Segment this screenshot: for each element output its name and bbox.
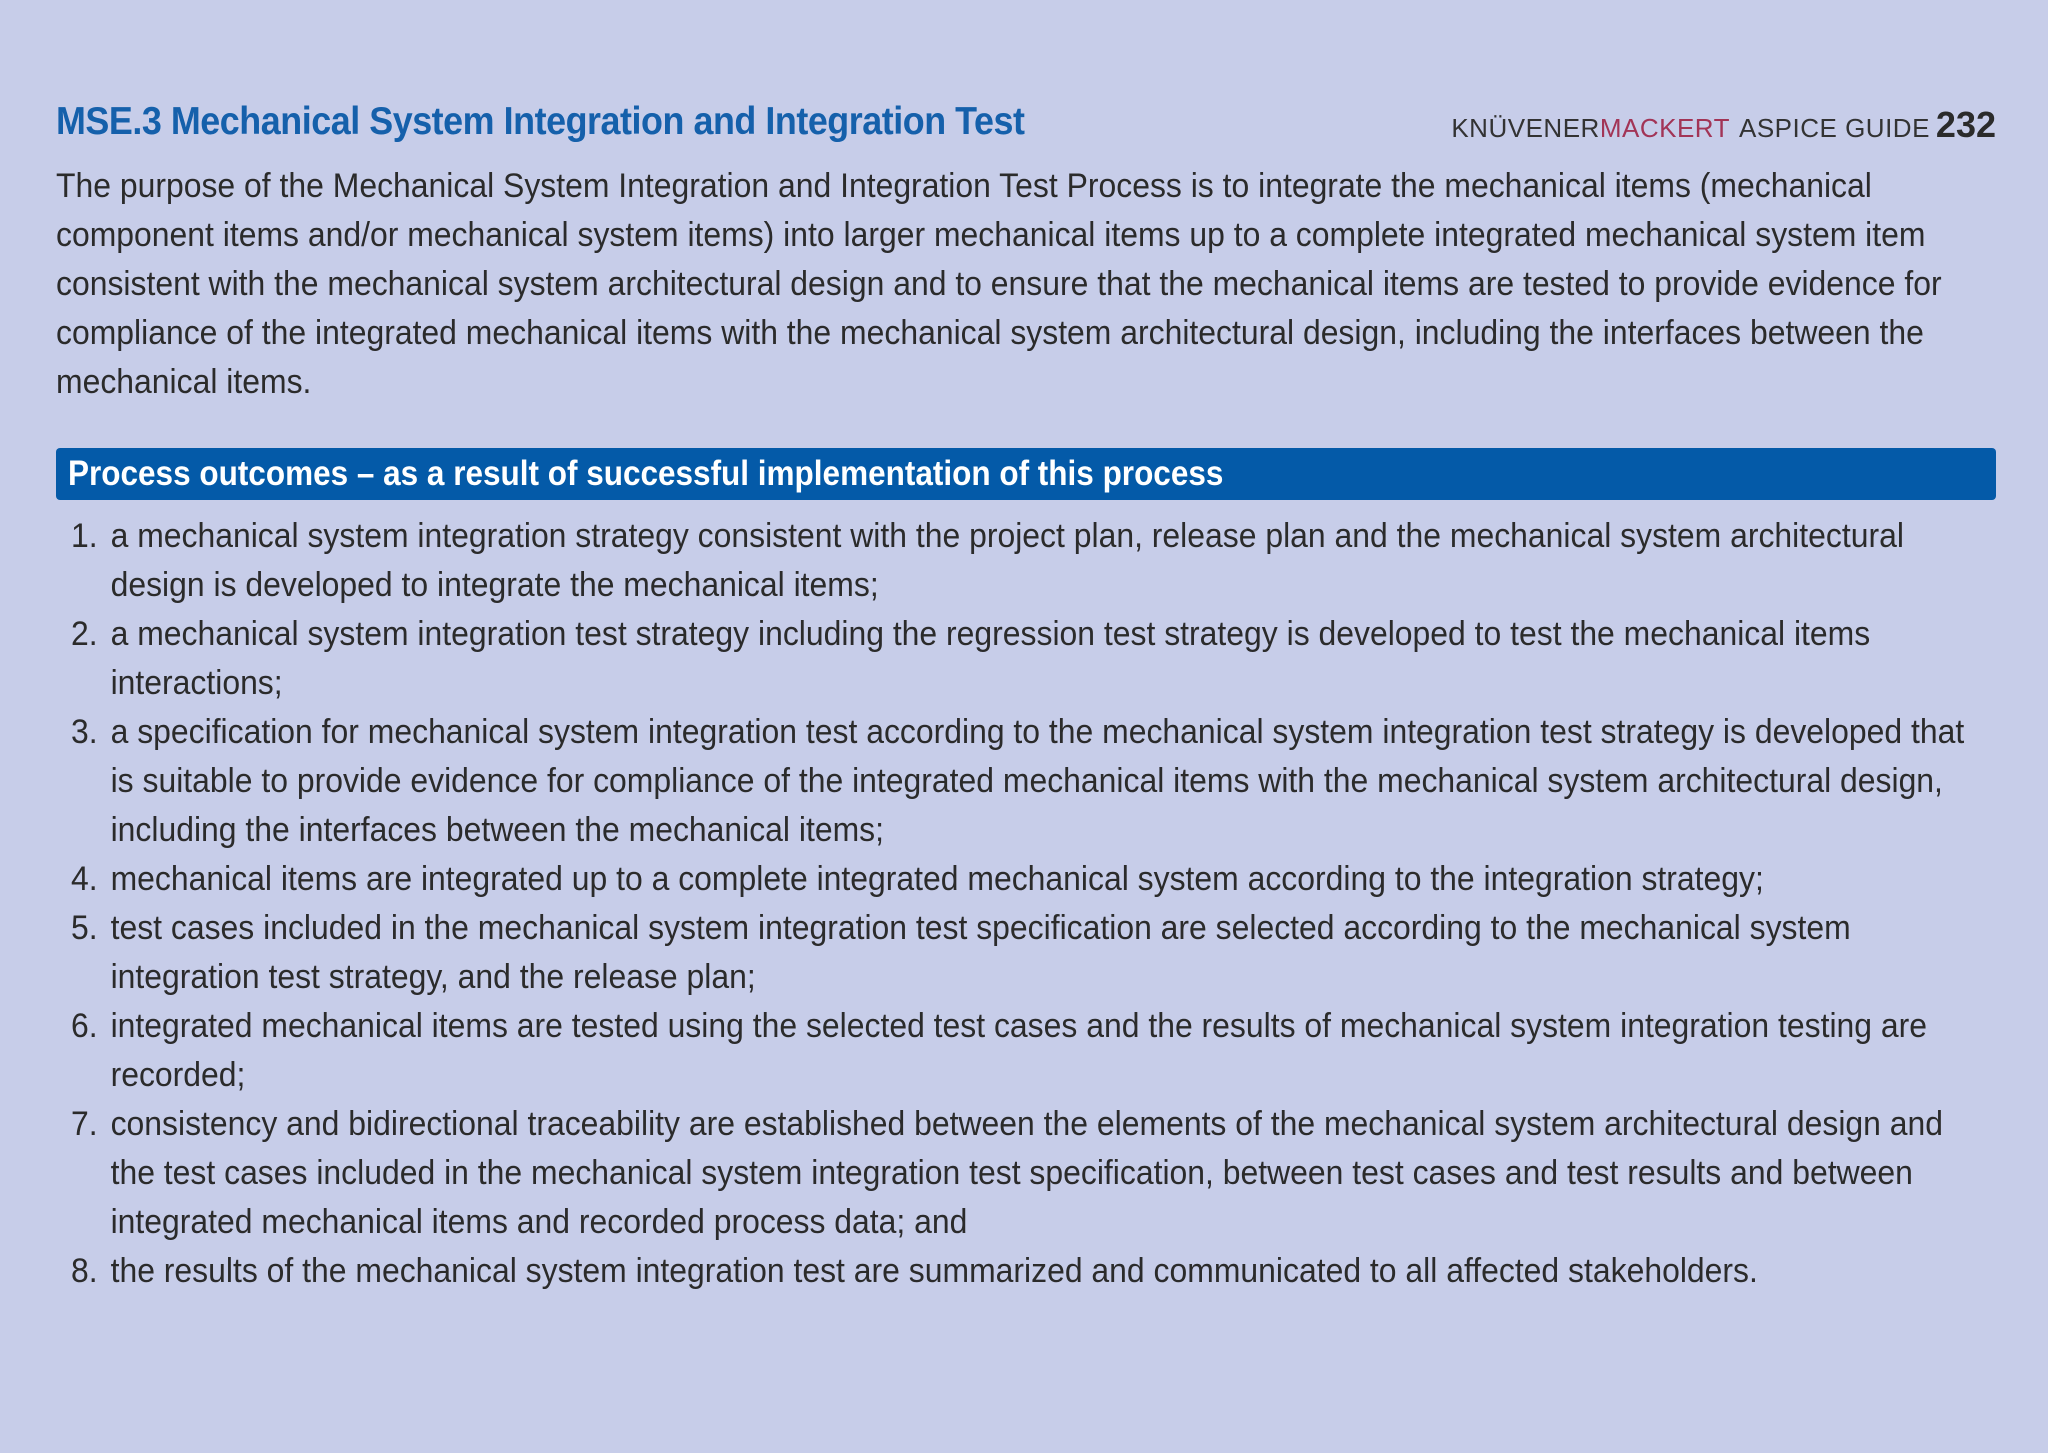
outcome-number: 6. — [71, 1007, 98, 1045]
outcome-item — [56, 610, 1980, 708]
outcome-item — [56, 708, 1980, 855]
page-title: MSE.3 Mechanical System Integration and Integration Test — [56, 100, 1025, 143]
outcome-item — [56, 512, 1980, 610]
brand-guide-label: ASPICE GUIDE — [1738, 113, 1930, 143]
outcome-text: consistency and bidirectional traceability are established between the elements of the mechanical system architectural design and the test cases included in the mechanical system integration test specification, between test cases and test results and between integrated mechanical items and recorded process data; and — [110, 1105, 1944, 1241]
outcome-item — [56, 855, 1980, 904]
outcome-text: test cases included in the mechanical system integration test specification are selected according to the mechanical system integration test strategy, and the release plan; — [110, 909, 1851, 996]
outcome-number: 5. — [71, 909, 98, 947]
outcome-text: a mechanical system integration strategy consistent with the project plan, release plan and the mechanical system architectural design is developed to integrate the mechanical items; — [110, 517, 1904, 604]
outcome-number: 3. — [71, 713, 98, 751]
outcome-number: 7. — [71, 1105, 98, 1143]
outcome-number: 1. — [71, 517, 98, 555]
outcome-text: a specification for mechanical system integration test according to the mechanical system integration test strategy is developed that is suitable to provide evidence for compliance of the integrated mechanical items with the mechanical system architectural design, including the interfaces between the mechanical items; — [110, 713, 1965, 849]
header-row — [56, 100, 1996, 156]
brand-name-part2: MACKERT — [1599, 113, 1730, 143]
brand-logo — [1451, 104, 1996, 146]
outcome-number: 4. — [71, 860, 98, 898]
outcome-item — [56, 1247, 1980, 1296]
outcomes-list — [56, 512, 1980, 1296]
brand-name-part1: KNÜVENER — [1451, 113, 1600, 143]
page-content — [56, 100, 1996, 1296]
outcome-text: integrated mechanical items are tested using the selected test cases and the results of mechanical system integration testing are recorded; — [110, 1007, 1928, 1094]
outcome-text: the results of the mechanical system integration test are summarized and communicated to all affected stakeholders. — [110, 1252, 1758, 1290]
outcome-number: 2. — [71, 615, 98, 653]
outcome-item — [56, 1100, 1980, 1247]
outcome-item — [56, 1002, 1980, 1100]
page-number: 232 — [1935, 104, 1996, 145]
outcome-item — [56, 904, 1980, 1002]
outcome-text: mechanical items are integrated up to a complete integrated mechanical system according to the integration strategy; — [110, 860, 1764, 898]
purpose-paragraph: The purpose of the Mechanical System Integration and Integration Test Process is to integrate the mechanical items (mechanical component items and/or mechanical system items) into larger mechanical items up to a complete integrated mechanical system item consistent with the mechanical system architectural design and to ensure that the mechanical items are tested to provide evidence for compliance of the integrated mechanical items with the mechanical system architectural design, including the interfaces between the mechanical items. — [56, 167, 1942, 401]
outcome-number: 8. — [71, 1252, 98, 1290]
outcome-text: a mechanical system integration test strategy including the regression test strategy is developed to test the mechanical items interactions; — [110, 615, 1871, 702]
outcomes-heading: Process outcomes – as a result of successful implementation of this process — [68, 454, 1224, 493]
outcomes-heading-bar — [56, 448, 1996, 500]
